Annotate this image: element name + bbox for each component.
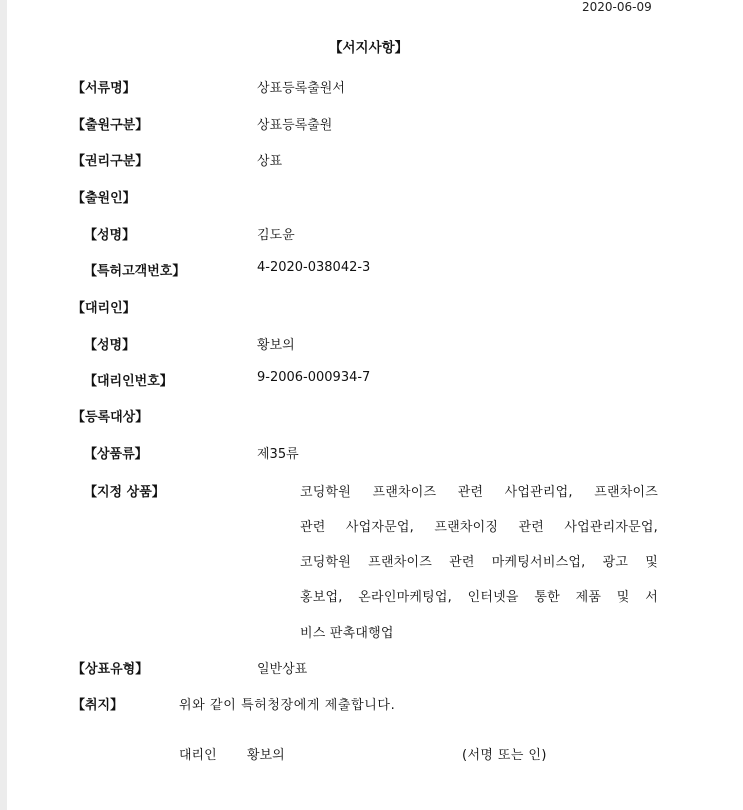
signature-seal-note: (서명 또는 인)	[462, 748, 547, 763]
document-title: 【서지사항】	[329, 40, 409, 56]
signature-role: 대리인	[179, 748, 217, 763]
agent-name-value: 황보의	[257, 338, 295, 353]
goods-class-label: 【상품류】	[84, 447, 148, 462]
mark-type-label: 【상표유형】	[72, 662, 149, 677]
designated-goods-line: 비스 판촉대행업	[300, 626, 394, 641]
applicant-name-label: 【성명】	[84, 228, 136, 243]
applicant-label: 【출원인】	[72, 191, 136, 206]
goods-class-value: 제35류	[257, 447, 299, 462]
applicant-code-value: 4-2020-038042-3	[257, 260, 371, 275]
purpose-value: 위와 같이 특허청장에게 제출합니다.	[179, 698, 396, 713]
document-page	[7, 0, 743, 810]
app-type-value: 상표등록출원	[257, 118, 333, 133]
signature-name: 황보의	[247, 748, 285, 763]
agent-label: 【대리인】	[72, 301, 136, 316]
mark-type-value: 일반상표	[257, 662, 308, 677]
designated-goods-line: 코딩학원 프랜차이즈 관련 마케팅서비스업, 광고 및	[300, 555, 658, 570]
applicant-name-value: 김도윤	[257, 228, 295, 243]
designated-goods-line: 코딩학원 프랜차이즈 관련 사업관리업, 프랜차이즈	[300, 485, 658, 500]
applicant-code-label: 【특허고객번호】	[84, 264, 186, 279]
doc-name-label: 【서류명】	[72, 81, 136, 96]
target-label: 【등록대상】	[72, 410, 149, 425]
right-type-value: 상표	[257, 154, 283, 169]
doc-name-value: 상표등록출원서	[257, 81, 345, 96]
right-type-label: 【권리구분】	[72, 154, 149, 169]
agent-code-value: 9-2006-000934-7	[257, 370, 371, 385]
agent-name-label: 【성명】	[84, 338, 136, 353]
agent-code-label: 【대리인번호】	[84, 374, 173, 389]
designated-goods-line: 홍보업, 온라인마케팅업, 인터넷을 통한 제품 및 서	[300, 590, 658, 605]
app-type-label: 【출원구분】	[72, 118, 149, 133]
purpose-label: 【취지】	[72, 698, 124, 713]
designated-goods-label: 【지정 상품】	[84, 485, 165, 500]
designated-goods-line: 관련 사업자문업, 프랜차이징 관련 사업관리자문업,	[300, 520, 658, 535]
document-date: 2020-06-09	[582, 0, 652, 14]
